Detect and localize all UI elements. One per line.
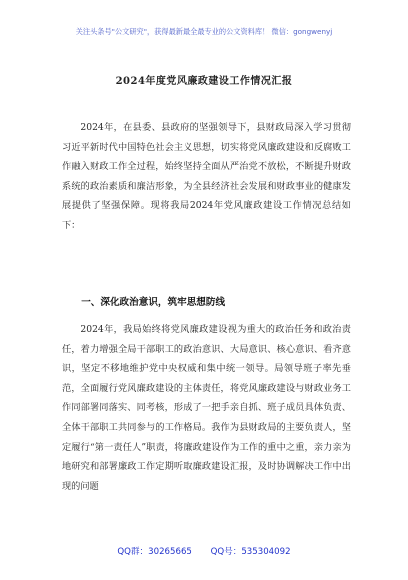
section-body-paragraph: 2024年，我局始终将党风廉政建设视为重大的政治任务和政治责任，着力增强全局干部职工的政治意识、大局意识、核心意识、看齐意识，坚定不移地维护党中央权威和集中统一领导。局领导班子率先垂范，全面履行党风廉政建设的主体责任，将党风廉政建设与财政业务工作同部署同落实、同考核，形成了一把手亲自抓、班子成员具体负责、全体干部职工共同参与的工作格局。我作为县财政局的主要负责人，坚定履行“第一责任人”职责，将廉政建设作为工作的重中之重，亲力亲为地研究和部署廉政工作定期听取廉政建设汇报，及时协调解决工作中出现的问题 — [62, 324, 351, 492]
qq-group-number: QQ群：30265665 — [117, 547, 192, 557]
header-banner: 关注头条号"公文研究"，获得最新最全最专业的公文资料库！ 微信：gongwenyj — [75, 27, 333, 36]
qq-number: QQ号：535304092 — [210, 547, 291, 557]
intro-paragraph: 2024年，在县委、县政府的坚强领导下，县财政局深入学习贯彻习近平新时代中国特色社会主义思想，切实将党风廉政建设和反腐败工作融入财政工作全过程，始终坚持全面从严治党不放松，不断提升财政系统的政治素质和廉洁形象，为全县经济社会发展和财政事业的健康发展提供了坚强保障。现将我局2024年党风廉政建设工作情况总结如下： — [62, 122, 351, 231]
footer-contact — [0, 545, 408, 557]
section-heading: 一、深化政治意识，筑牢思想防线 — [81, 297, 226, 308]
document-title: 2024年度党风廉政建设工作情况汇报 — [115, 76, 293, 87]
